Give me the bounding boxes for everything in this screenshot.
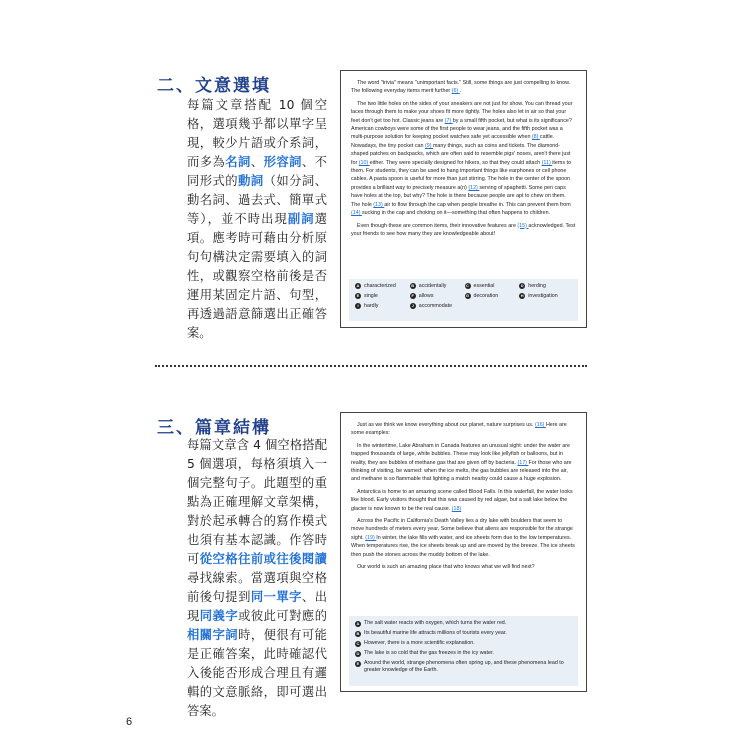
option-word: decoration xyxy=(473,293,499,299)
passage-text-segment: air to flow through the cap when people breathe in. This can prevent them from xyxy=(384,201,571,208)
passage-text-segment: For those who are thinking of visiting, be warned: when the ice melts, the gas bubbles are released into the air, and methane is so flammable that lighting a match nearby could cause a huge explosion. xyxy=(351,459,572,483)
body-text-segment: 或彼此可對應的 xyxy=(238,609,327,623)
body-text-segment: 每篇文章搭配 10 個空格，選項幾乎都以單字呈現，較少片語或介系詞，而多為 xyxy=(187,98,327,169)
option-word: single xyxy=(364,293,378,299)
passage-text-segment: cattle. Nowadays, the tiny pocket can xyxy=(351,134,555,149)
body-text-segment: 、 xyxy=(250,155,264,169)
section-3-title: 三、篇章結構 xyxy=(157,418,271,438)
option-word: herding xyxy=(528,283,546,289)
sentence-option xyxy=(355,660,572,674)
word-option xyxy=(355,283,410,289)
option-word: accidentally xyxy=(418,283,447,289)
blank-number: (11) xyxy=(541,159,553,166)
section-3-description xyxy=(187,436,327,721)
blank-number: (18) xyxy=(451,505,462,512)
passage-paragraph xyxy=(351,421,576,438)
option-word: accommodate xyxy=(418,303,453,309)
blank-number: (14) xyxy=(351,210,362,217)
sentence-option xyxy=(355,650,572,657)
passage-text-segment: serving of spaghetti. Some pen caps have holes at the top, but why? The hole is there because people are apt to chew on them. The hole xyxy=(351,184,566,208)
section-3-sample-passage xyxy=(340,412,587,692)
passage-text-segment: items to them. For students, they can be used to hang important things like earphones or cell phone cables. A pasta spoon is useful for more than just stirring. The hole in the center of the spoon provides a brilliant way to precisely measure a(n) xyxy=(351,159,571,191)
option-letter-badge: J xyxy=(411,303,414,308)
passage-paragraph xyxy=(351,488,576,513)
option-letter-badge: A xyxy=(356,283,360,288)
option-letter-badge: C xyxy=(356,640,360,646)
highlighted-term: 動詞 xyxy=(238,174,264,188)
highlighted-term: 形容詞 xyxy=(263,155,302,169)
word-option xyxy=(410,293,465,299)
option-letter-badge: B xyxy=(356,630,360,636)
body-text-segment: 時，便很有可能是正確答案，此時確認代入後能否形成合理且有邏輯的文意脈絡，即可選出答案。 xyxy=(187,628,327,718)
blank-number: (15) xyxy=(517,222,529,229)
passage-text-segment: sucking in the cap and choking on it—something that often happens to children. xyxy=(362,210,551,217)
word-option xyxy=(355,303,410,309)
passage-paragraph xyxy=(351,517,576,559)
page-number: 6 xyxy=(126,716,133,728)
passage-text xyxy=(351,79,576,242)
blank-number: (6) xyxy=(451,88,460,95)
word-options-panel xyxy=(349,279,578,321)
section-2-title: 二、文意選填 xyxy=(157,76,271,96)
word-option xyxy=(355,293,410,299)
option-letter-badge: I xyxy=(355,303,361,309)
body-text-segment: 、出現 xyxy=(187,590,327,623)
passage-text-segment: Antarctica is home to an amazing scene called Blood Falls. In this waterfall, the water looks like blood. Early visitors thought that this was caused by red algae, but a salt lake below the glacier is now known to be the real cause. xyxy=(351,488,573,512)
option-sentence: Its beautiful marine life attracts millions of tourists every year. xyxy=(364,630,507,636)
passage-text-segment: In the wintertime, Lake Abraham in Canada features an unusual sight: under the water are trapped thousands of large, white bubbles. These may look like jellyfish or balloons, but in reality, they are bubbles of methane gas that are given off by bacteria. xyxy=(351,442,570,466)
body-text-segment: 選項。應考時可藉由分析原句句構決定需要填入的詞性，或觀察空格前後是否運用某固定片語、句型，再透過語意篩選出正確答案。 xyxy=(187,212,327,340)
sentence-option xyxy=(355,640,572,647)
highlighted-term: 副詞 xyxy=(287,212,315,226)
body-text-segment: 每篇文章含 4 個空格搭配 5 個選項，每格須填入一個完整句子。此題型的重點為正確理解文章架構，對於起承轉合的寫作模式也須有基本認識。作答時可 xyxy=(187,438,327,566)
option-word: allows xyxy=(418,293,434,299)
passage-text-segment: acknowledged. Test your friends to see how many they are knowledgeable about! xyxy=(351,222,576,237)
option-letter-badge: F xyxy=(411,293,414,298)
section-2-sample-passage xyxy=(340,70,587,328)
blank-number: (13) xyxy=(373,201,385,208)
option-letter-badge: H xyxy=(520,293,524,298)
blank-number: (16) xyxy=(534,422,546,428)
option-letter-badge: D xyxy=(356,650,360,656)
option-sentence: Around the world, strange phenomena often spring up, and these phenomena lead to greater knowledge of the Earth. xyxy=(364,660,564,673)
word-option xyxy=(410,303,465,309)
highlighted-term: 相關字詞 xyxy=(187,628,239,642)
blank-number: (9) xyxy=(424,142,433,149)
blank-number: (7) xyxy=(444,117,453,124)
highlighted-term: 從空格往前或往後閱讀 xyxy=(199,552,327,566)
word-option xyxy=(519,283,574,289)
option-letter-badge: D xyxy=(520,283,524,288)
option-word: hardly xyxy=(364,303,379,309)
passage-text-segment: . xyxy=(459,88,462,95)
passage-text-segment: In winter, the lake fills with water, and ice sheets form due to the low temperatures. When temperatures rise, the ice sheets break up and are moved by the breeze. The ice sheets then push the stones across the muddy bottom of the lake. xyxy=(351,534,575,558)
passage-text-segment: The word "trivia" means "unimportant facts." Still, some things are just compelling to know. The following everyday items merit further xyxy=(351,80,571,95)
passage-text xyxy=(351,421,576,576)
passage-text-segment: Our world is such an amazing place that who knows what we will find next? xyxy=(357,564,535,571)
highlighted-term: 名詞 xyxy=(225,155,251,169)
sentence-option xyxy=(355,630,572,637)
passage-text-segment: many things, such as coins and tickets. The diamond-shaped patches on backpacks, which are often said to resemble pigs' noses, aren't there just for xyxy=(351,142,571,166)
passage-text-segment: Here are some examples: xyxy=(351,422,567,437)
sentence-options-panel xyxy=(349,616,578,686)
blank-number: (8) xyxy=(531,134,540,141)
passage-text-segment: The two little holes on the sides of your sneakers are not just for show. You can thread your laces through them to make your shoes fit more tightly. The holes also let in air so that your feet don't get too hot. Classic jeans are xyxy=(351,100,573,124)
highlighted-term: 同義字 xyxy=(199,609,239,623)
passage-paragraph xyxy=(351,100,576,218)
option-word: characterized xyxy=(364,283,396,289)
passage-text-segment: Even though these are common items, their innovative features are xyxy=(357,222,518,229)
body-text-segment: 、不同形式的 xyxy=(187,155,327,188)
word-option xyxy=(465,283,520,289)
option-word: investigation xyxy=(528,293,558,299)
body-text-segment: 尋找線索。當選項與空格前後句提到 xyxy=(187,571,327,604)
word-option xyxy=(465,293,520,299)
option-letter-badge: E xyxy=(356,293,360,298)
option-letter-badge: A xyxy=(356,620,360,626)
body-text-segment: （如分詞、動名詞、過去式、簡單式等），並不時出現 xyxy=(187,174,327,226)
option-letter-badge: G xyxy=(465,293,470,298)
option-letter-badge: B xyxy=(411,283,415,288)
section-divider xyxy=(155,365,587,367)
passage-paragraph xyxy=(351,442,576,484)
passage-text-segment: either. They were specially designed for hikers, so that they could attach xyxy=(369,159,542,166)
passage-paragraph xyxy=(351,563,576,571)
passage-text-segment: Just as we think we know everything about our planet, nature surprises us. xyxy=(357,422,535,428)
option-sentence: The lake is so cold that the gas freezes in the icy water. xyxy=(364,650,494,656)
passage-text-segment: by a small fifth pocket, but what is its significance? American cowboys were some of the first people to wear jeans, and the fifth pocket was a multi-purpose solution for keeping pocket watches safe yet accessible when xyxy=(351,117,572,141)
passage-paragraph xyxy=(351,222,576,239)
option-letter-badge: C xyxy=(466,283,469,288)
sentence-option xyxy=(355,620,572,627)
option-sentence: The salt water reacts with oxygen, which turns the water red. xyxy=(364,620,507,626)
word-option xyxy=(410,283,465,289)
section-2-description xyxy=(187,96,327,343)
option-sentence: However, there is a more scientific explanation. xyxy=(364,640,475,646)
blank-number: (17) xyxy=(517,459,529,466)
passage-paragraph xyxy=(351,79,576,96)
option-word: essential xyxy=(473,283,495,289)
word-option xyxy=(519,293,574,299)
blank-number: (10) xyxy=(358,159,370,166)
option-letter-badge: E xyxy=(356,660,360,666)
blank-number: (19) xyxy=(365,534,377,541)
blank-number: (12) xyxy=(468,184,480,191)
passage-text-segment: Across the Pacific in California's Death Valley lies a dry lake with boulders that seem to move hundreds of meters every year. Some believe that aliens are responsible for the strange sight. xyxy=(351,518,573,541)
highlighted-term: 同一單字 xyxy=(250,590,302,604)
